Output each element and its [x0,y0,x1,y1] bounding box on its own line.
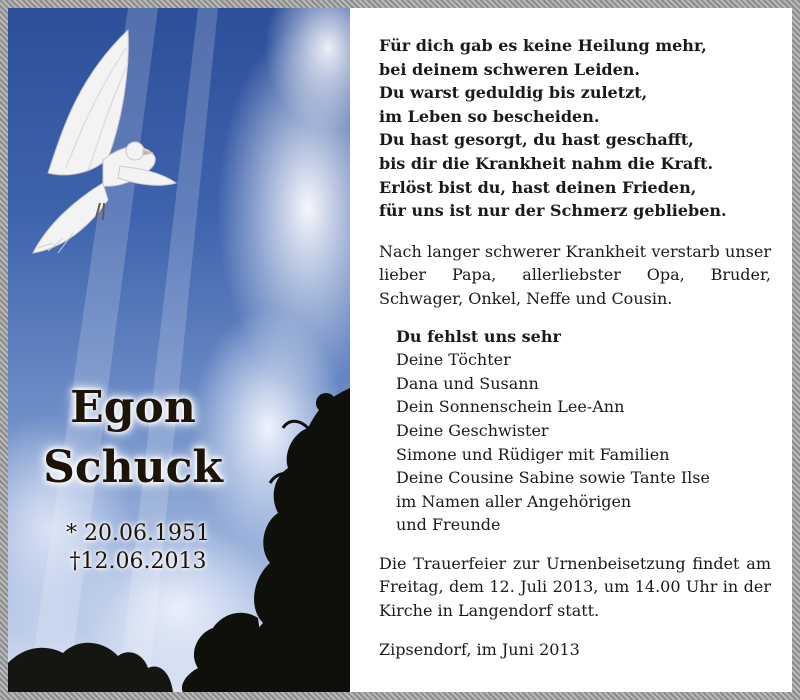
poem [379,34,771,223]
poem-line: Du hast gesorgt, du hast geschafft, [379,130,694,150]
place-date: Zipsendorf, im Juni 2013 [379,639,580,659]
mourners-lead: Du fehlst uns sehr [396,326,561,346]
sky-illustration [8,8,350,692]
sky-photo [8,8,350,692]
deceased-name [28,378,238,498]
mourner-line: im Namen aller Angehörigen [396,491,632,511]
mourner-line: Deine Geschwister [396,420,549,440]
obituary-card [8,8,792,692]
death-notice: Nach langer schwerer Krankheit verstarb unser lieber Papa, allerliebster Opa, Bruder, Schwager, Onkel, Neffe und Cousin. [379,241,771,308]
mourner-line: Simone und Rüdiger mit Familien [396,444,670,464]
first-name: Egon [70,382,196,433]
text-column [379,34,771,661]
mourner-line: Dana und Susann [396,373,539,393]
poem-line: im Leben so bescheiden. [379,106,600,126]
mourner-line: Deine Töchter [396,350,511,370]
mourner-line: Dein Sonnenschein Lee-Ann [396,397,625,417]
funeral-service-info: Die Trauerfeier zur Urnenbeisetzung findet am Freitag, dem 12. Juli 2013, um 14.00 Uhr in der Kirche in Langendorf statt. [379,553,771,621]
poem-line: bei deinem schweren Leiden. [379,59,640,79]
mourner-line: Deine Cousine Sabine sowie Tante Ilse [396,468,710,488]
poem-line: bis dir die Krankheit nahm die Kraft. [379,153,714,173]
last-name: Schuck [43,442,223,493]
poem-line: Für dich gab es keine Heilung mehr, [379,36,707,55]
mourners-list [396,325,771,537]
birth-date: * 20.06.1951 [66,521,210,546]
poem-line: Du warst geduldig bis zuletzt, [379,83,648,103]
mourner-line: und Freunde [396,515,501,535]
poem-line: Erlöst bist du, hast deinen Frieden, [379,177,697,197]
death-date: †12.06.2013 [69,549,207,574]
poem-line: für uns ist nur der Schmerz geblieben. [379,201,727,221]
life-dates [38,520,238,576]
